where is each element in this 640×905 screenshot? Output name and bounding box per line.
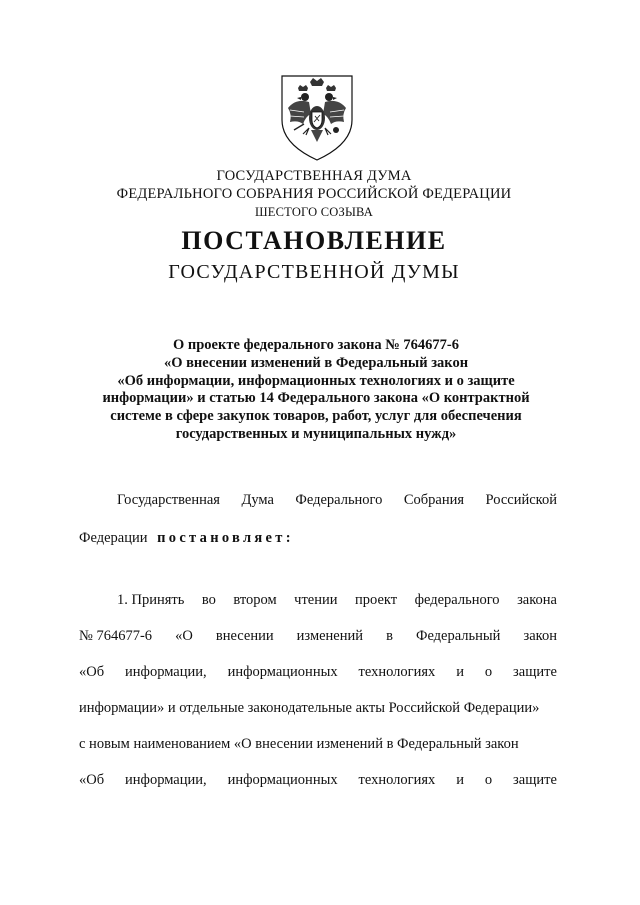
word: закон — [523, 628, 557, 644]
paragraph-1-line-3 — [79, 664, 557, 684]
word: закона — [517, 592, 557, 608]
subject-line: О проекте федерального закона № 764677-6 — [172, 337, 460, 353]
word: чтении — [294, 592, 338, 608]
word: Собрания — [403, 492, 465, 508]
word: защите — [513, 664, 557, 680]
preamble-line-1 — [117, 492, 557, 512]
word: технологиях — [358, 664, 436, 680]
word: «Об — [79, 772, 105, 788]
word: № 764677-6 — [79, 628, 153, 644]
preamble-line-2 — [79, 530, 294, 550]
word: и — [456, 772, 464, 788]
subject-line: «О внесении изменений в Федеральный закон — [163, 354, 469, 371]
subject-line: государственных и муниципальных нужд» — [175, 425, 457, 442]
word: технологиях — [358, 772, 436, 788]
word: в — [386, 628, 393, 644]
paragraph-1-line-4: информации» и отдельные законодательные акты Российской Федерации» — [79, 700, 540, 716]
word: внесении — [215, 628, 274, 644]
word: Федерального — [295, 492, 383, 508]
document-title: ПОСТАНОВЛЕНИЕ — [181, 226, 447, 255]
resolution-subject — [60, 337, 572, 444]
header-line-1: ГОСУДАРСТВЕННАЯ ДУМА — [216, 168, 412, 184]
paragraph-1-line-6 — [79, 772, 557, 792]
word: 1. Принять — [117, 592, 185, 608]
word: информационных — [227, 664, 338, 680]
word: информации, — [125, 772, 207, 788]
word: защите — [513, 772, 557, 788]
word: во — [201, 592, 216, 608]
word: «О — [175, 628, 193, 644]
header-line-3: ШЕСТОГО СОЗЫВА — [254, 205, 374, 219]
word: изменений — [296, 628, 364, 644]
preamble-subject: Федерации — [79, 530, 148, 546]
subject-line: «Об информации, информационных технологиях и о защите — [117, 372, 515, 389]
word: проект — [355, 592, 398, 608]
word: о — [484, 664, 493, 680]
word: о — [484, 772, 493, 788]
word: и — [456, 664, 464, 680]
paragraph-1-line-1 — [117, 592, 557, 612]
header-line-2: ФЕДЕРАЛЬНОГО СОБРАНИЯ РОССИЙСКОЙ ФЕДЕРАЦИИ — [116, 186, 512, 202]
issuing-authority-header — [0, 167, 628, 221]
double-headed-eagle-icon — [276, 72, 358, 164]
word: Российской — [485, 492, 557, 508]
paragraph-1-line-2 — [79, 628, 557, 648]
word: «Об — [79, 664, 105, 680]
word: информации, — [125, 664, 207, 680]
word: Государственная — [117, 492, 220, 508]
subject-line: информации» и статью 14 Федерального закона «О контрактной — [102, 390, 530, 407]
document-subtitle: ГОСУДАРСТВЕННОЙ ДУМЫ — [168, 261, 460, 283]
word: федерального — [414, 592, 500, 608]
coat-of-arms-emblem — [276, 72, 358, 164]
subject-line: системе в сфере закупок товаров, работ, услуг для обеспечения — [110, 408, 522, 425]
paragraph-1-line-5: с новым наименованием «О внесении изменений в Федеральный закон — [79, 736, 519, 752]
word: информационных — [227, 772, 338, 788]
word: Дума — [241, 492, 274, 508]
word: Федеральный — [415, 628, 501, 644]
preamble-verb: постановляет: — [157, 530, 294, 546]
word: втором — [233, 592, 277, 608]
